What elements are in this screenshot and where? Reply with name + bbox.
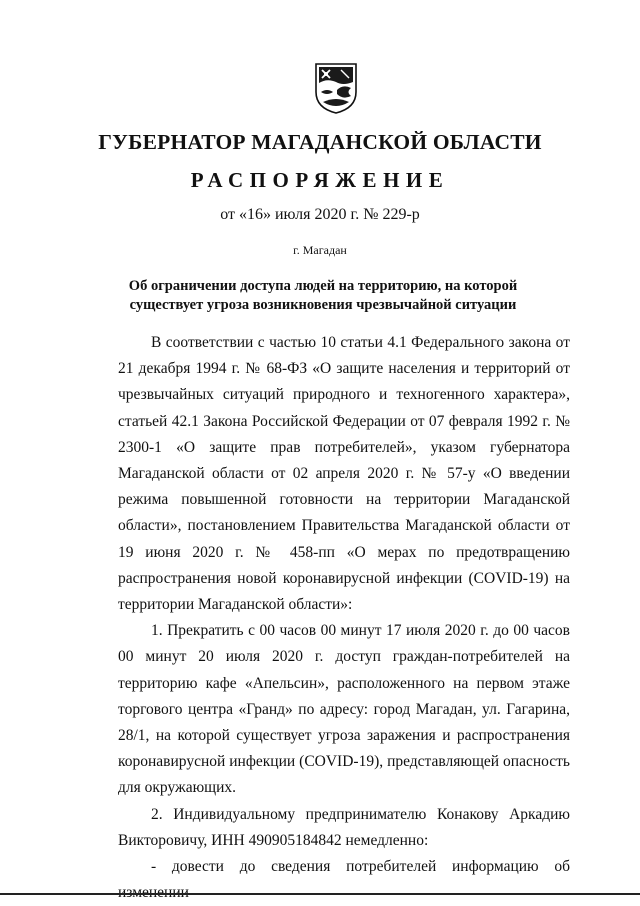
authority-title: ГУБЕРНАТОР МАГАДАНСКОЙ ОБЛАСТИ [98,130,542,154]
document-type-title: РАСПОРЯЖЕНИЕ [190,168,450,192]
document-body [118,330,570,906]
document-date-number: от «16» июля 2020 г. № 229-р [220,206,420,223]
document-city: г. Магадан [293,243,347,257]
coat-of-arms-emblem [313,62,359,114]
preamble-paragraph: В соответствии с частью 10 статьи 4.1 Федерального закона от 21 декабря 1994 г. № 68-ФЗ «О защите населения и территорий от чрезвычайных ситуаций природного и техногенного характера», статьей 42.1 Закона Российской Федерации от 07 февраля 1992 г. № 2300-1 «О защите прав потребителей», указом губернатора Магаданской области от 02 апреля 2020 г. № 57-у «О введении режима повышенной готовности на территории Магаданской области», постановлением Правительства Магаданской области от 19 июня 2020 г. № 458-пп «О мерах по предотвращению распространения новой коронавирусной инфекции (COVID-19) на территории Магаданской области»: [118,334,570,614]
page-bottom-rule [0,893,640,895]
clause-1-paragraph: 1. Прекратить с 00 часов 00 минут 17 июля 2020 г. до 00 часов 00 минут 20 июля 2020 г. доступ граждан-потребителей на территорию кафе «Апельсин», расположенного на первом этаже торгового центра «Гранд» по адресу: город Магадан, ул. Гагарина, 28/1, на которой существует угроза заражения и распространения коронавирусной инфекции (COVID-19), представляющей опасность для окружающих. [118,622,570,797]
document-subject: Об ограничении доступа людей на территорию, на которой существует угроза возникновения чрезвычайной ситуации [128,278,518,313]
clause-2-item-paragraph: - довести до сведения потребителей информацию об [151,858,570,876]
clause-2-paragraph: 2. Индивидуальному предпринимателю Конакову Аркадию Викторовичу, ИНН 490905184842 немедленно: [118,805,570,849]
